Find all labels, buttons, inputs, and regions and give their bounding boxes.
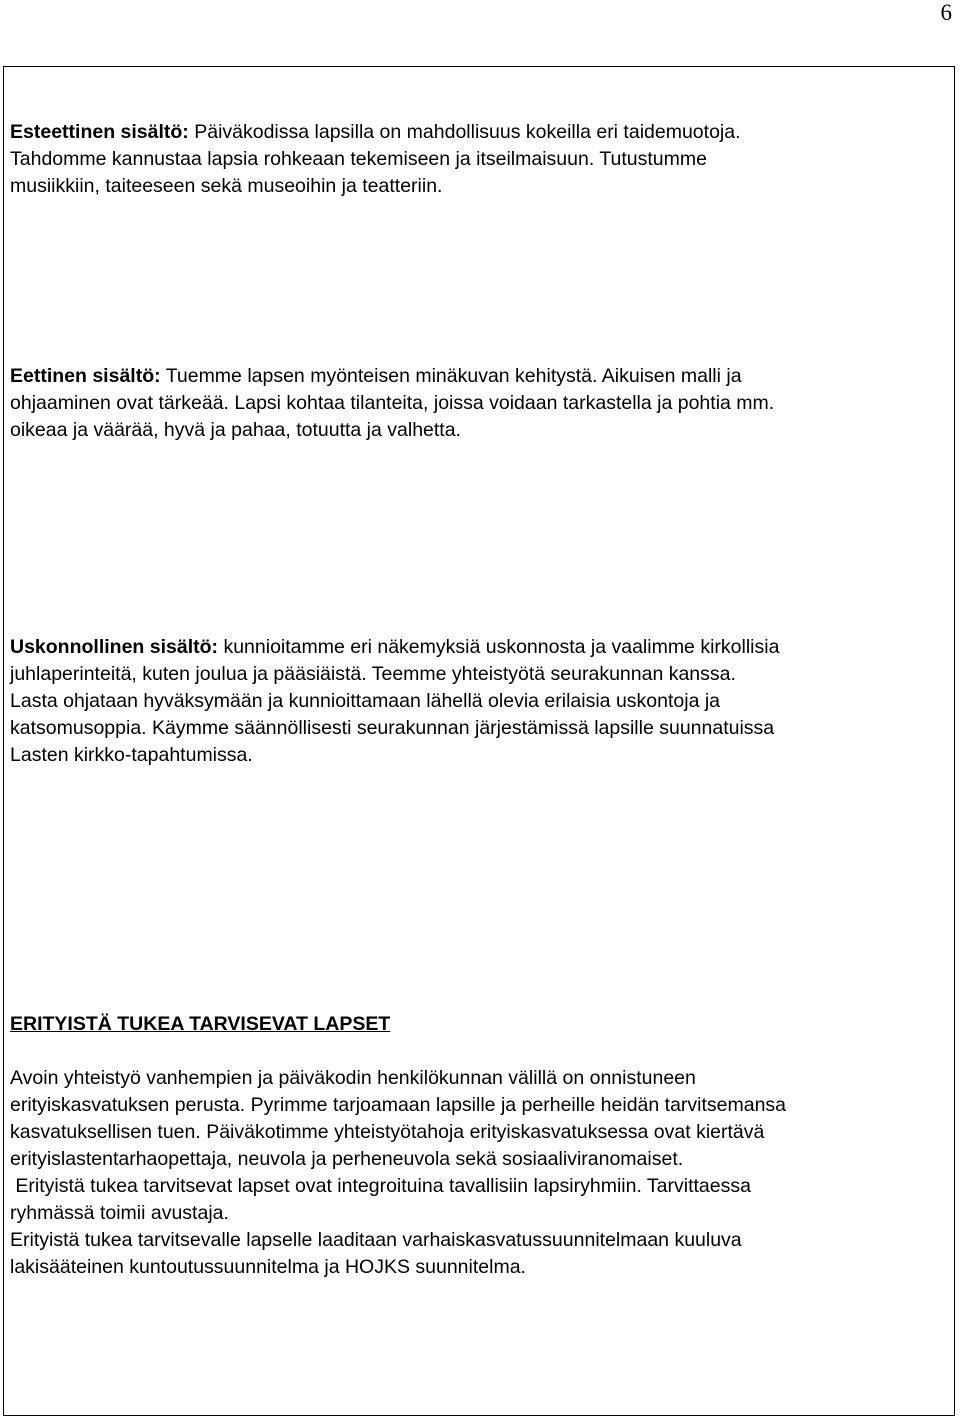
section-lead: Eettinen sisältö: — [10, 365, 161, 387]
paragraph-line: Tahdomme kannustaa lapsia rohkeaan tekemiseen ja itseilmaisuun. Tutustumme — [10, 148, 707, 170]
paragraph-line: erityiskasvatuksen perusta. Pyrimme tarjoamaan lapsille ja perheille heidän tarvitsemansa — [10, 1094, 787, 1116]
paragraph-line: ryhmässä toimii avustaja. — [10, 1202, 229, 1224]
section-uskonnollinen — [10, 634, 950, 769]
paragraph-line: lakisääteinen kuntoutussuunnitelma ja HOJKS suunnitelma. — [10, 1256, 526, 1278]
paragraph-line: Erityistä tukea tarvitsevalle lapselle laaditaan varhaiskasvatussuunnitelmaan kuuluva — [10, 1229, 742, 1251]
paragraph-line — [10, 363, 950, 390]
paragraph-line — [10, 634, 950, 661]
section-esteettinen — [10, 119, 950, 200]
paragraph-line: juhlaperinteitä, kuten joulua ja pääsiäistä. Teemme yhteistyötä seurakunnan kanssa. — [10, 663, 736, 685]
section-erityista — [10, 1065, 950, 1281]
paragraph-line: erityislastentarhaopettaja, neuvola ja perheneuvola sekä sosiaaliviranomaiset. — [10, 1148, 684, 1170]
paragraph-line: Erityistä tukea tarvitsevat lapset ovat integroituina tavallisiin lapsiryhmiin. Tarvittaessa — [10, 1175, 751, 1197]
section-lead: Esteettinen sisältö: — [10, 121, 189, 143]
paragraph-line — [10, 119, 950, 146]
paragraph-line: kasvatuksellisen tuen. Päiväkotimme yhteistyötahoja erityiskasvatuksessa ovat kiertävä — [10, 1121, 765, 1143]
paragraph-text: kunnioitamme eri näkemyksiä uskonnosta ja vaalimme kirkollisia — [218, 636, 780, 658]
paragraph-line: ohjaaminen ovat tärkeää. Lapsi kohtaa tilanteita, joissa voidaan tarkastella ja pohtia mm. — [10, 392, 775, 414]
section-heading-erityista: ERITYISTÄ TUKEA TARVISEVAT LAPSET — [10, 1013, 391, 1035]
paragraph-text: Tuemme lapsen myönteisen minäkuvan kehitystä. Aikuisen malli ja — [160, 365, 742, 387]
paragraph-line: katsomusoppia. Käymme säännöllisesti seurakunnan järjestämissä lapsille suunnatuissa — [10, 717, 775, 739]
paragraph-line: musiikkiin, taiteeseen sekä museoihin ja teatteriin. — [10, 175, 443, 197]
section-eettinen — [10, 363, 950, 444]
paragraph-line: oikeaa ja väärää, hyvä ja pahaa, totuutta ja valhetta. — [10, 419, 461, 441]
paragraph-text: Päiväkodissa lapsilla on mahdollisuus kokeilla eri taidemuotoja. — [188, 121, 741, 143]
paragraph-line: Lasten kirkko-tapahtumissa. — [10, 744, 253, 766]
paragraph-line: Lasta ohjataan hyväksymään ja kunnioittamaan lähellä olevia erilaisia uskontoja ja — [10, 690, 721, 712]
page-number: 6 — [940, 0, 952, 25]
paragraph-line: Avoin yhteistyö vanhempien ja päiväkodin henkilökunnan välillä on onnistuneen — [10, 1067, 696, 1089]
section-lead: Uskonnollinen sisältö: — [10, 636, 219, 658]
